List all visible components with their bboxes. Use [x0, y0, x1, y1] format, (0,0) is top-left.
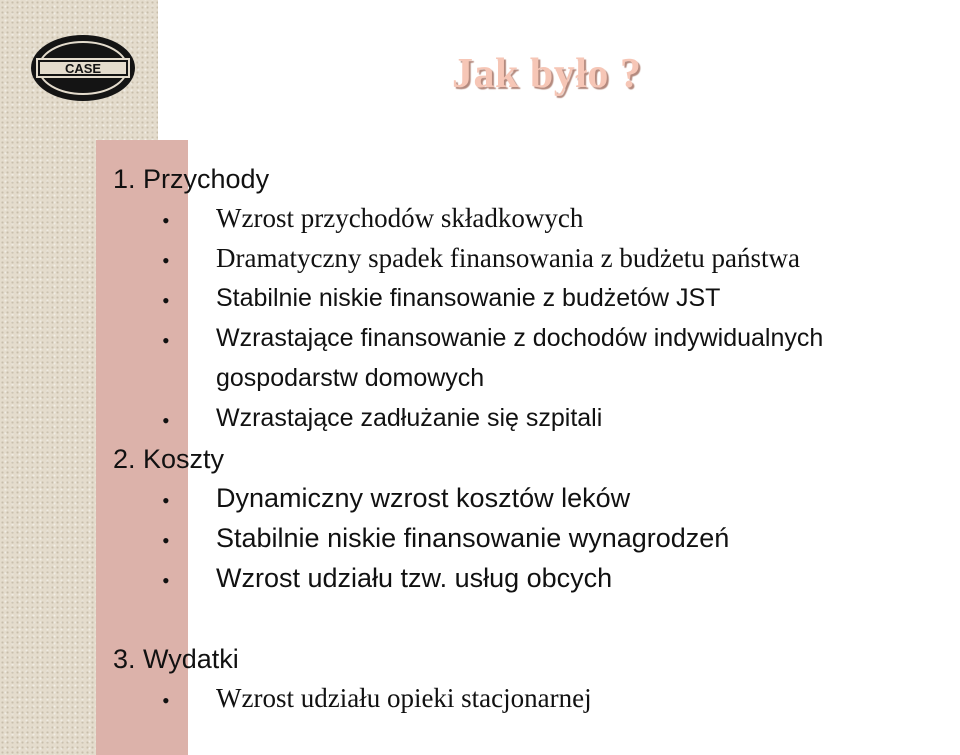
list-item: Wzrost udziału opieki stacjonarnej: [216, 683, 592, 713]
list-item: Dynamiczny wzrost kosztów leków: [216, 483, 631, 513]
slide-title: Jak było ?: [452, 51, 642, 97]
list-item: Wzrastające finansowanie z dochodów indywidualnych: [216, 324, 824, 352]
bullet-icon: •: [162, 248, 170, 273]
list-item: Dramatyczny spadek finansowania z budżetu państwa: [216, 243, 801, 273]
list-item-continuation: gospodarstw domowych: [216, 364, 485, 392]
bullet-icon: •: [162, 328, 170, 353]
case-logo: [28, 32, 138, 104]
section-heading-koszty: 2. Koszty: [113, 444, 225, 474]
list-item: Wzrost przychodów składkowych: [216, 203, 584, 233]
list-item: Stabilnie niskie finansowanie wynagrodzeń: [216, 523, 730, 553]
section-heading-wydatki: 3. Wydatki: [113, 644, 239, 674]
bullet-icon: •: [162, 688, 170, 713]
section-heading-przychody: 1. Przychody: [113, 164, 270, 194]
list-item: Wzrastające zadłużanie się szpitali: [216, 404, 603, 432]
list-item: Wzrost udziału tzw. usług obcych: [216, 563, 613, 593]
bullet-icon: •: [162, 488, 170, 513]
bullet-icon: •: [162, 528, 170, 553]
bullet-icon: •: [162, 408, 170, 433]
bullet-icon: •: [162, 208, 170, 233]
list-item: Stabilnie niskie finansowanie z budżetów JST: [216, 284, 721, 312]
logo-text: CASE: [64, 61, 102, 76]
bullet-icon: •: [162, 288, 170, 313]
bullet-icon: •: [162, 568, 170, 593]
